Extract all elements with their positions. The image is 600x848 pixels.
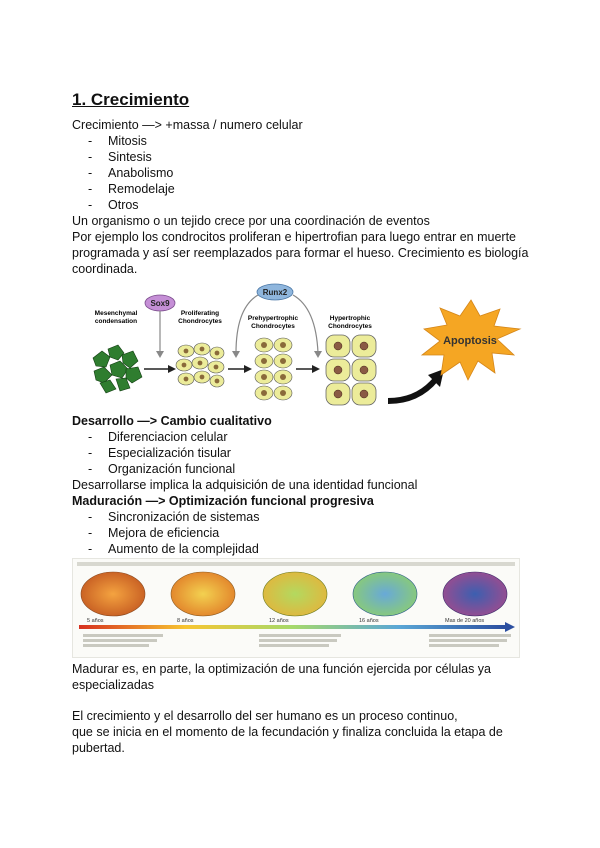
maduracion-heading: Maduración —> Optimización funcional progresiva xyxy=(72,494,374,508)
section-title: 1. Crecimiento xyxy=(72,90,190,109)
stage-label: Chondrocytes xyxy=(178,318,222,325)
list-item: - Mejora de eficiencia xyxy=(88,526,220,540)
caption-strip xyxy=(77,562,515,566)
age-label: 8 años xyxy=(177,618,194,624)
brain-image xyxy=(171,572,235,616)
age-label: 16 años xyxy=(359,618,379,624)
list-item: - Aumento de la complejidad xyxy=(88,542,259,556)
brain-image xyxy=(353,572,417,616)
desarrollo-heading: Desarrollo —> Cambio cualitativo xyxy=(72,414,272,428)
paragraph-line: El crecimiento y el desarrollo del ser humano es un proceso continuo, xyxy=(72,709,458,723)
desarrollo-definition: Desarrollarse implica la adquisición de una identidad funcional xyxy=(72,478,418,492)
paragraph-line: pubertad. xyxy=(72,741,125,755)
age-label: 5 años xyxy=(87,618,104,624)
timeline-arrowhead xyxy=(505,622,515,632)
arrowhead xyxy=(168,365,176,373)
list-item: - Especialización tisular xyxy=(88,446,231,460)
stage-label: Proliferating xyxy=(180,310,220,317)
stage-label: condensation xyxy=(94,318,138,325)
stage-label: Hypertrophic xyxy=(329,315,371,322)
brain-maturation-figure xyxy=(72,558,520,658)
timeline-bar xyxy=(79,625,505,629)
paragraph-line: coordinada. xyxy=(72,262,138,276)
age-label: 12 años xyxy=(269,618,289,624)
sox9-label: Sox9 xyxy=(150,299,170,308)
stage-label: Chondrocytes xyxy=(328,323,372,330)
stage-label: Prehypertrophic xyxy=(247,315,299,322)
arrowhead xyxy=(312,365,320,373)
list-item: - Otros xyxy=(88,198,139,212)
prehypertrophic-cells xyxy=(255,338,292,400)
list-item: - Sincronización de sistemas xyxy=(88,510,260,524)
hypertrophic-cells xyxy=(326,335,376,405)
paragraph-line: Madurar es, en parte, la optimización de una función ejercida por células ya xyxy=(72,662,491,676)
brain-image xyxy=(443,572,507,616)
list-item: - Remodelaje xyxy=(88,182,175,196)
crecimiento-definition: Crecimiento —> +massa / numero celular xyxy=(72,118,303,132)
caption-blocks xyxy=(83,634,511,647)
arrowhead xyxy=(244,365,252,373)
sox9-arrowhead xyxy=(156,351,164,358)
list-item: - Sintesis xyxy=(88,150,152,164)
runx2-label: Runx2 xyxy=(262,288,288,297)
list-item: - Organización funcional xyxy=(88,462,236,476)
list-item: - Mitosis xyxy=(88,134,147,148)
mesenchymal-cells xyxy=(93,345,142,393)
paragraph-line: Por ejemplo los condrocitos proliferan e hipertrofian para luego entrar en muerte xyxy=(72,230,516,244)
list-item: - Anabolismo xyxy=(88,166,174,180)
brain-image xyxy=(263,572,327,616)
brain-image xyxy=(81,572,145,616)
paragraph-line: programada y así ser reemplazados para formar el hueso. Crecimiento es biología xyxy=(72,246,529,260)
paragraph-line: especializadas xyxy=(72,678,154,692)
list-item: - Diferenciacion celular xyxy=(88,430,228,444)
runx2-arrowhead-left xyxy=(232,351,240,358)
stage-label: Mesenchymal xyxy=(94,310,138,317)
runx2-arrowhead-right xyxy=(314,351,322,358)
age-label: Mas de 20 años xyxy=(445,618,485,624)
curved-arrow xyxy=(388,379,436,401)
paragraph-coordinacion: Un organismo o un tejido crece por una coordinación de eventos xyxy=(72,214,430,228)
chondrocyte-figure xyxy=(88,283,528,408)
apoptosis-label: Apoptosis xyxy=(443,335,497,347)
stage-label: Chondrocytes xyxy=(251,323,295,330)
runx2-arrow-right xyxy=(293,295,318,353)
paragraph-line: que se inicia en el momento de la fecundación y finaliza concluida la etapa de xyxy=(72,725,503,739)
